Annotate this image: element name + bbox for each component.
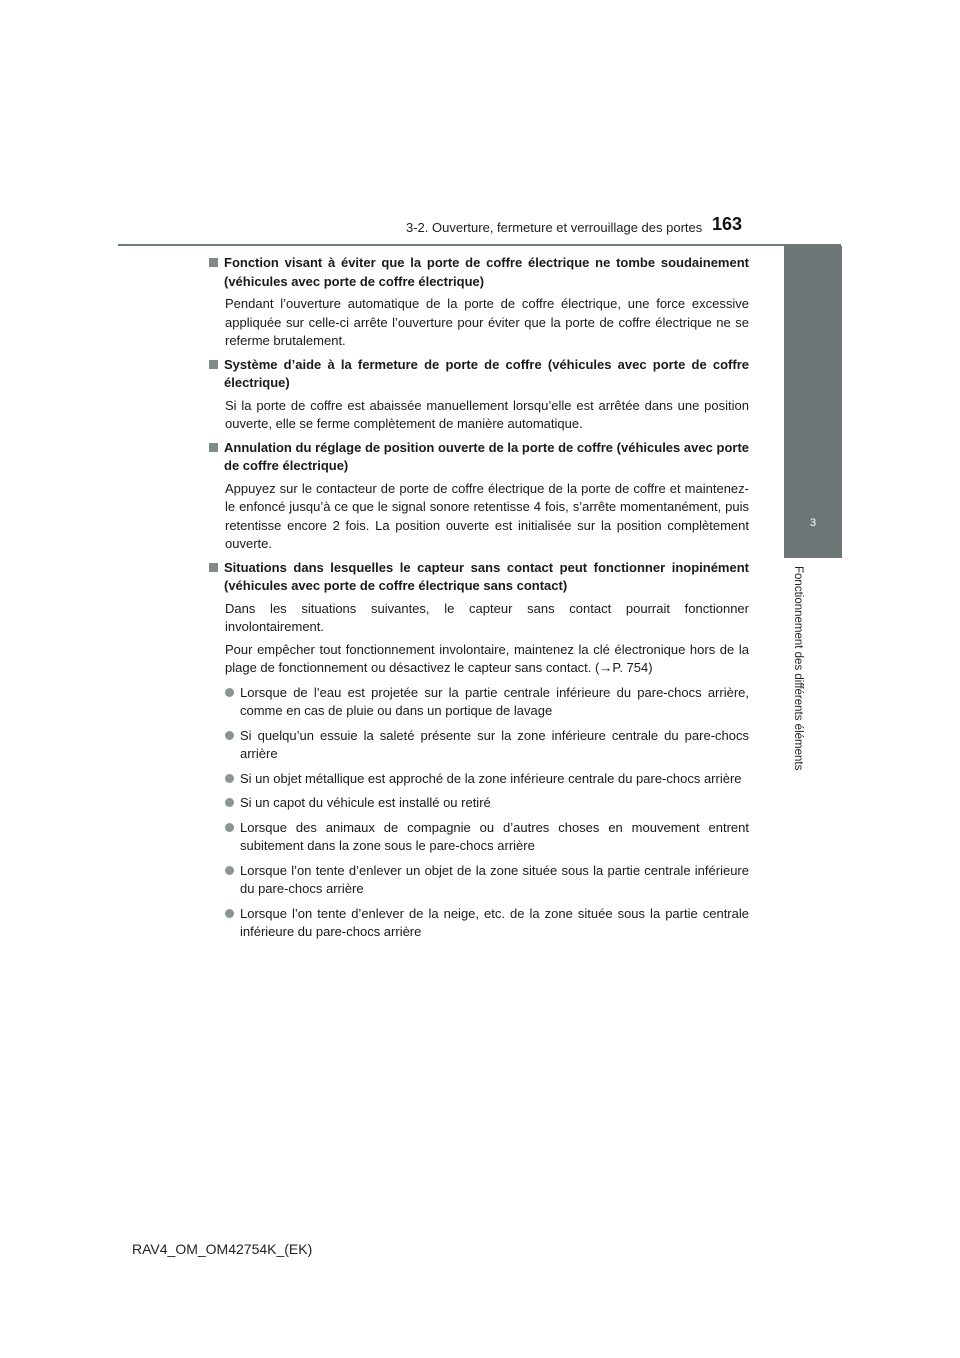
header-rule — [118, 244, 841, 246]
section-open-position-reset — [209, 439, 749, 554]
list-item — [225, 727, 749, 764]
side-tab-bar — [784, 246, 842, 498]
round-bullet-icon — [225, 823, 234, 832]
section-title: Situations dans lesquelles le capteur sans contact peut fonctionner inopinément (véhicules avec porte de coffre électrique sans contact) — [224, 559, 749, 593]
section-auto-fall-prevention — [209, 254, 749, 351]
section-heading — [209, 559, 749, 596]
list-item-text: Si un objet métallique est approché de la zone inférieure centrale du pare-chocs arrière — [240, 770, 742, 786]
section-title: Système d’aide à la fermeture de porte de coffre (véhicules avec porte de coffre électrique) — [224, 356, 749, 390]
paragraph: Appuyez sur le contacteur de porte de coffre électrique de la porte de coffre et maintenez-le enfoncé jusqu’à ce que le signal sonore retentisse 4 fois, s’arrête momentanément, puis retentisse encore 2 fois. La position ouverte est initialisée sur la position complètement ouverte. — [225, 480, 749, 551]
section-unexpected-sensor-operation — [209, 559, 749, 942]
chapter-title: 3-2. Ouverture, fermeture et verrouillage des portes — [406, 220, 703, 235]
list-item-text: Si un capot du véhicule est installé ou retiré — [240, 795, 491, 810]
section-heading — [209, 254, 749, 291]
list-item — [225, 862, 749, 899]
list-item-text: Lorsque de l’eau est projetée sur la partie centrale inférieure du pare-chocs arrière, comme en cas de pluie ou dans un portique de lavage — [240, 684, 749, 718]
section-heading — [209, 439, 749, 476]
section-heading — [209, 356, 749, 393]
round-bullet-icon — [225, 774, 234, 783]
square-bullet-icon — [209, 563, 218, 572]
section-closing-assist — [209, 356, 749, 434]
paragraph: Pendant l’ouverture automatique de la porte de coffre électrique, une force excessive appliquée sur celle-ci arrête l’ouverture pour éviter que la porte de coffre électrique ne se referme brutalement. — [225, 296, 749, 348]
square-bullet-icon — [209, 443, 218, 452]
list-item — [225, 794, 749, 813]
list-item-text: Si quelqu’un essuie la saleté présente sur la zone inférieure centrale du pare-chocs arrière — [240, 727, 749, 761]
round-bullet-icon — [225, 798, 234, 807]
paragraph: Pour empêcher tout fonctionnement involontaire, maintenez la clé électronique hors de la plage de fonctionnement ou désactivez le capteur sans contact. (→P. 754) — [225, 641, 749, 675]
list-item — [225, 819, 749, 856]
document-code: RAV4_OM_OM42754K_(EK) — [132, 1241, 313, 1257]
list-item-text: Lorsque l’on tente d’enlever un objet de la zone située sous la partie centrale inférieure du pare-chocs arrière — [240, 862, 749, 896]
list-item — [225, 905, 749, 942]
list-item — [225, 770, 749, 789]
list-item-text: Lorsque l’on tente d’enlever de la neige, etc. de la zone située sous la partie centrale inférieure du pare-chocs arrière — [240, 905, 749, 939]
list-item-text: Lorsque des animaux de compagnie ou d’autres choses en mouvement entrent subitement dans la zone sous le pare-chocs arrière — [240, 819, 749, 853]
section-title: Fonction visant à éviter que la porte de coffre électrique ne tombe soudainement (véhicules avec porte de coffre électrique) — [224, 255, 749, 289]
paragraph: Si la porte de coffre est abaissée manuellement lorsqu’elle est arrêtée dans une position ouverte, elle se ferme complètement de manière automatique. — [225, 397, 749, 431]
section-title: Annulation du réglage de position ouverte de la porte de coffre (véhicules avec porte de coffre électrique) — [224, 439, 749, 473]
paragraph: Dans les situations suivantes, le capteur sans contact pourrait fonctionner involontairement. — [225, 600, 749, 634]
round-bullet-icon — [225, 731, 234, 740]
round-bullet-icon — [225, 688, 234, 697]
round-bullet-icon — [225, 866, 234, 875]
page-content — [209, 254, 749, 947]
list-item — [225, 684, 749, 721]
side-tab-number: 3 — [784, 498, 842, 558]
square-bullet-icon — [209, 360, 218, 369]
square-bullet-icon — [209, 258, 218, 267]
side-tab-label: Fonctionnement des différents éléments — [792, 566, 804, 771]
round-bullet-icon — [225, 909, 234, 918]
page-number: 163 — [712, 214, 743, 234]
